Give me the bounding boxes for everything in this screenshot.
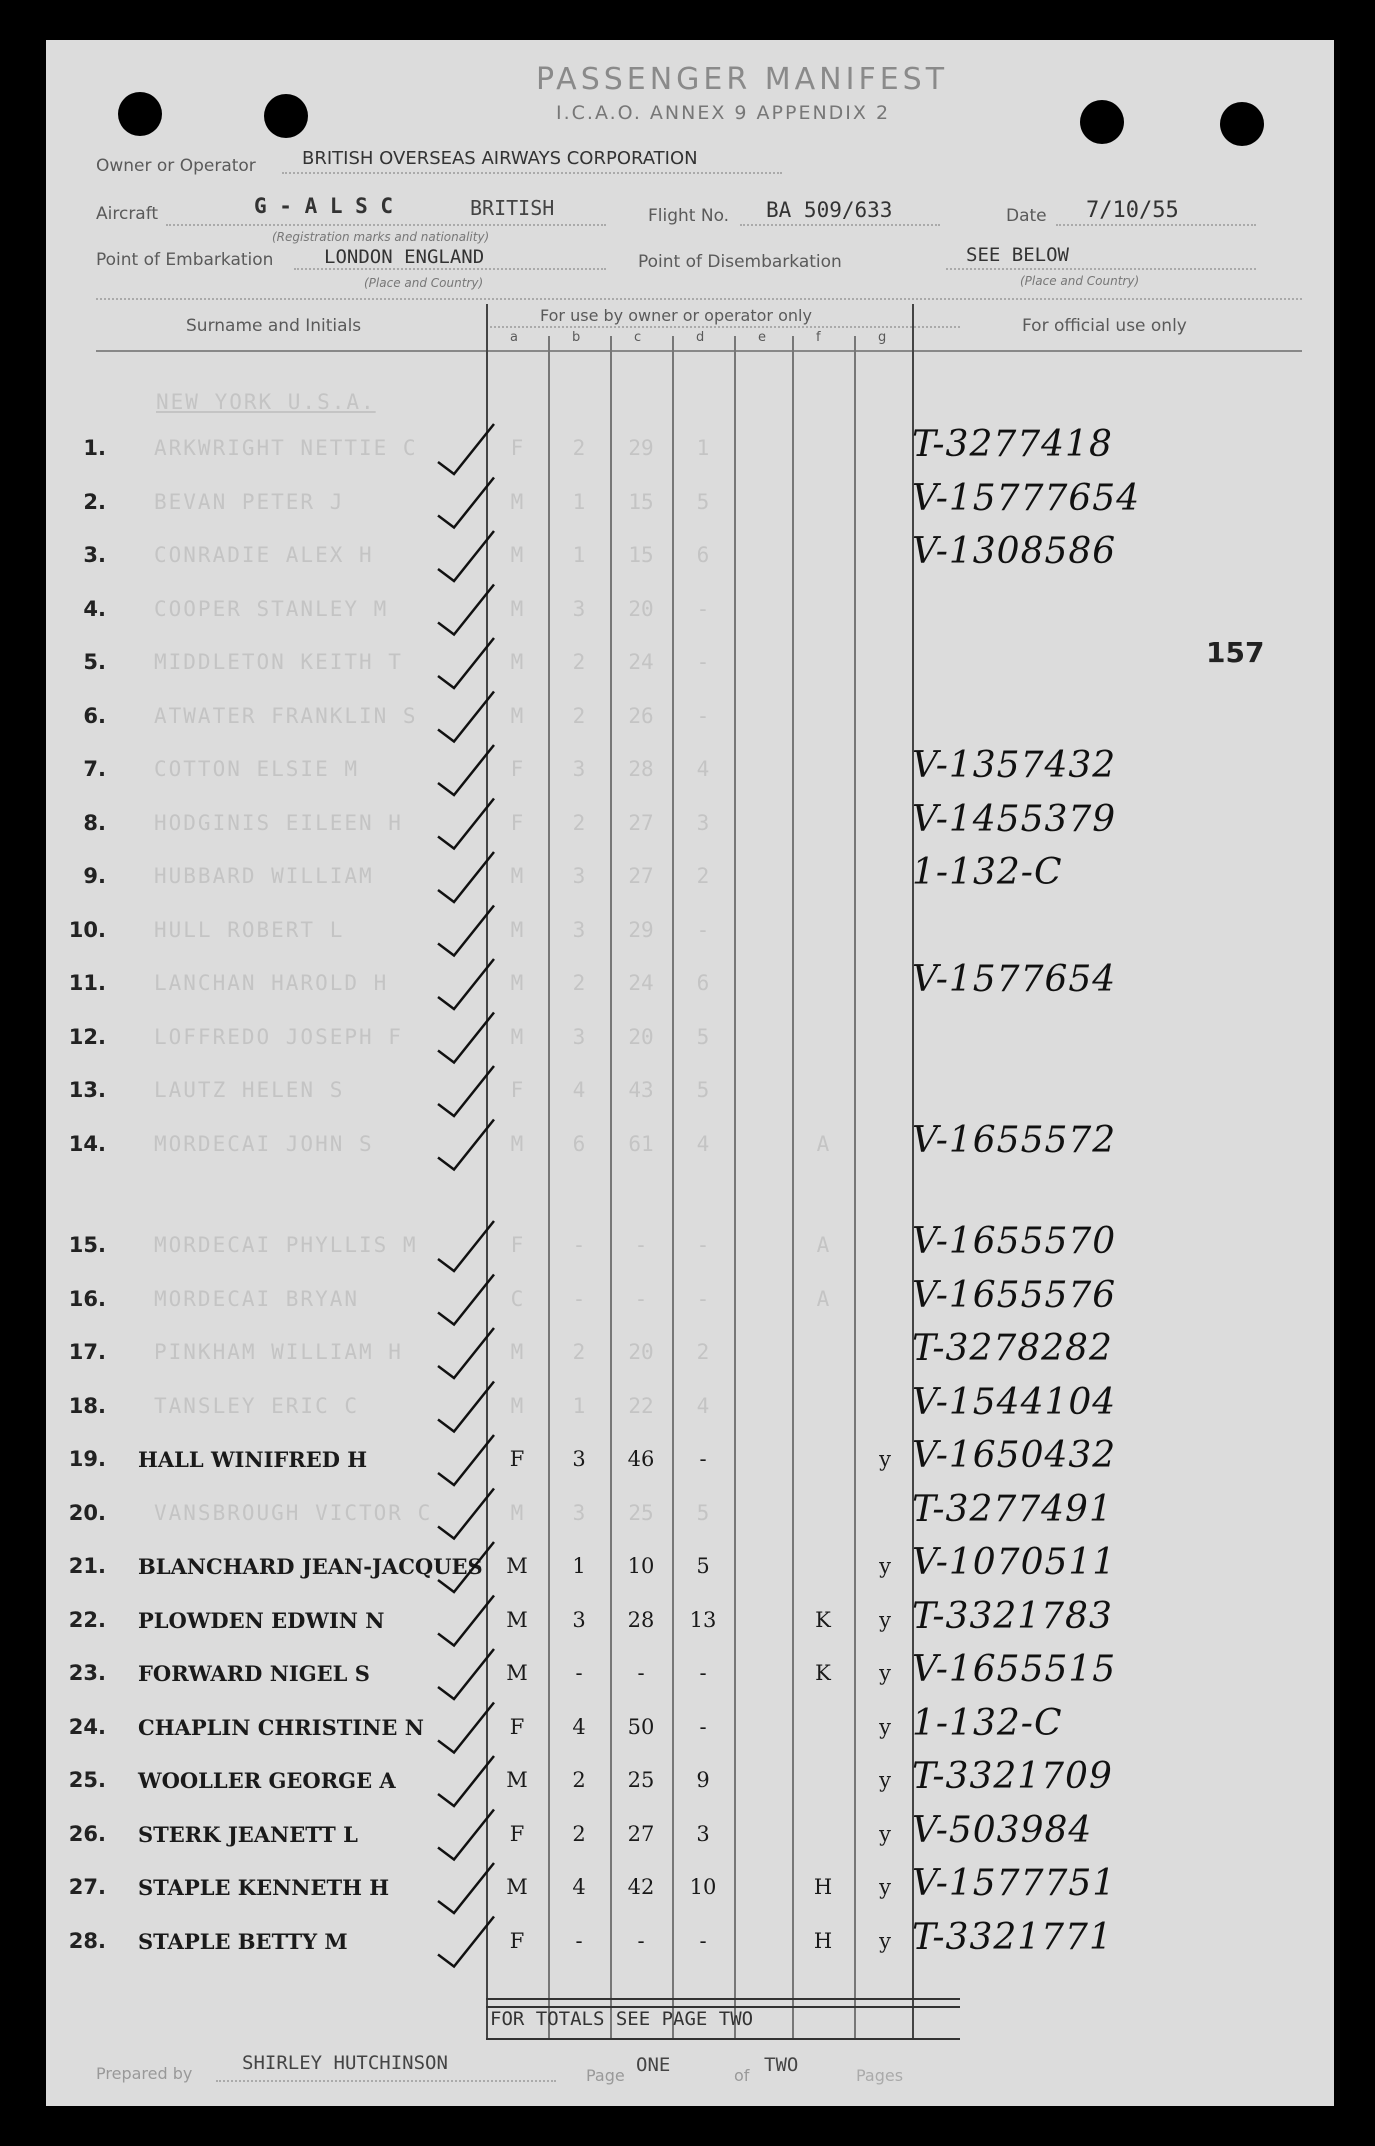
row-number: 23. [68, 1661, 106, 1685]
cell-a: M [510, 1024, 524, 1049]
disembarkation-value: SEE BELOW [966, 244, 1069, 266]
checkmark [438, 1542, 494, 1592]
row-number: 25. [68, 1768, 106, 1792]
official-number: V-1544104 [912, 1381, 1117, 1423]
cell-f: H [813, 1928, 833, 1953]
cell-d: 5 [696, 1554, 710, 1578]
official-number: T-3278282 [912, 1328, 1113, 1369]
date-value: 7/10/55 [1086, 198, 1179, 223]
passenger-name: CHAPLIN CHRISTINE N [138, 1714, 424, 1740]
prepared-by-value: SHIRLEY HUTCHINSON [242, 2052, 448, 2074]
cell-b: 2 [572, 971, 586, 995]
checkmark [438, 1013, 494, 1063]
row-number: 9. [83, 864, 106, 888]
checkmark [438, 638, 494, 688]
checkmark [438, 424, 494, 474]
cell-b: 2 [572, 1340, 586, 1364]
official-number: V-15777654 [912, 477, 1141, 519]
page-number-stamp: 157 [1206, 636, 1265, 669]
cell-b: 2 [572, 1821, 586, 1846]
embarkation-label: Point of Embarkation [96, 250, 274, 270]
checkmark [438, 1863, 494, 1913]
cell-c: 20 [628, 1340, 654, 1364]
cell-b: - [575, 1928, 583, 1953]
cell-g: y [879, 1821, 891, 1846]
official-number: T-3321783 [912, 1595, 1113, 1637]
cell-f: H [813, 1875, 833, 1899]
checkmark [438, 1382, 494, 1432]
cell-d: 5 [696, 489, 710, 514]
of-value: TWO [764, 2054, 799, 2076]
cell-a: M [506, 1875, 528, 1899]
row-number: 20. [68, 1500, 106, 1525]
checkmark [438, 585, 494, 635]
cell-g: y [879, 1928, 891, 1953]
cell-c: 24 [628, 650, 654, 674]
cell-a: F [510, 810, 524, 835]
passenger-name: HALL WINIFRED H [138, 1447, 368, 1472]
cell-a: F [510, 436, 524, 460]
cell-g: y [879, 1768, 891, 1792]
col-header-owner-use: For use by owner or operator only [540, 306, 812, 325]
passenger-name: BLANCHARD JEAN-JACQUES [138, 1554, 483, 1579]
checkmark [438, 906, 494, 956]
destination-header: NEW YORK U.S.A. [156, 390, 376, 414]
passenger-name: PINKHAM WILLIAM H [154, 1340, 403, 1364]
cell-b: 2 [572, 1768, 586, 1792]
row-number: 17. [68, 1340, 106, 1364]
passenger-name: ARKWRIGHT NETTIE C [154, 436, 418, 460]
cell-a: M [510, 1500, 524, 1525]
column-letter-b: b [572, 330, 581, 345]
cell-b: 3 [572, 1607, 586, 1632]
cell-d: 5 [696, 1500, 710, 1525]
embarkation-value: LONDON ENGLAND [324, 246, 485, 268]
row-number: 8. [83, 810, 106, 835]
row-number: 10. [68, 917, 106, 942]
official-number: V-1655515 [912, 1649, 1117, 1690]
cell-c: 46 [627, 1447, 655, 1471]
row-number: 26. [68, 1821, 106, 1846]
row-number: 22. [68, 1607, 106, 1632]
cell-a: M [510, 596, 524, 621]
embarkation-note: (Place and Country) [364, 276, 484, 290]
cell-g: y [879, 1661, 891, 1685]
passenger-name: HODGINIS EILEEN H [154, 810, 403, 835]
cell-b: 1 [572, 489, 586, 514]
official-number: V-503984 [912, 1809, 1093, 1851]
cell-a: M [510, 864, 524, 888]
cell-d: 13 [689, 1607, 717, 1632]
manifest-title: PASSENGER MANIFEST [536, 62, 949, 97]
passenger-name: STERK JEANETT L [138, 1821, 358, 1847]
checkmark [438, 1489, 494, 1539]
row-number: 16. [68, 1286, 106, 1311]
cell-c: 50 [627, 1714, 655, 1739]
passenger-name: PLOWDEN EDWIN N [138, 1607, 385, 1633]
official-number: 1-132-C [912, 852, 1063, 893]
cell-a: F [510, 1233, 524, 1257]
cell-b: - [575, 1661, 583, 1685]
cell-d: - [699, 1661, 707, 1685]
passenger-name: STAPLE BETTY M [138, 1928, 348, 1954]
prepared-by-label: Prepared by [96, 2064, 193, 2083]
row-number: 14. [68, 1131, 106, 1156]
cell-b: 3 [572, 596, 586, 621]
official-number: T-3321771 [912, 1916, 1113, 1958]
date-label: Date [1006, 206, 1047, 226]
cell-d: 4 [696, 1131, 710, 1156]
aircraft-label: Aircraft [96, 204, 159, 224]
cell-a: M [510, 703, 524, 728]
cell-b: 3 [572, 1024, 586, 1049]
cell-a: M [506, 1768, 528, 1792]
cell-d: - [699, 1714, 707, 1739]
cell-f: K [815, 1607, 831, 1632]
passenger-name: LANCHAN HAROLD H [154, 971, 389, 995]
cell-a: M [510, 1131, 524, 1156]
row-number: 19. [68, 1447, 106, 1471]
aircraft-note: (Registration marks and nationality) [272, 230, 490, 244]
cell-d: 1 [696, 436, 710, 460]
cell-b: 1 [572, 1554, 586, 1578]
checkmark [438, 1435, 494, 1485]
cell-c: 61 [628, 1131, 654, 1156]
cell-g: y [879, 1714, 891, 1739]
cell-g: y [879, 1607, 891, 1632]
column-letter-d: d [696, 330, 705, 345]
cell-a: M [506, 1554, 528, 1578]
column-letter-c: c [634, 330, 642, 345]
passenger-name: TANSLEY ERIC C [154, 1393, 360, 1418]
aircraft-nationality: BRITISH [470, 196, 555, 220]
cell-d: 2 [696, 864, 710, 888]
cell-d: 4 [696, 757, 710, 781]
cell-c: 29 [628, 436, 654, 460]
passenger-name: MIDDLETON KEITH T [154, 650, 403, 674]
cell-c: 28 [627, 1607, 655, 1632]
checkmark [438, 1120, 494, 1170]
cell-a: M [510, 1340, 524, 1364]
cell-b: 6 [572, 1131, 586, 1156]
row-number: 3. [83, 543, 106, 567]
row-number: 27. [68, 1875, 106, 1899]
checkmark [438, 799, 494, 849]
flight-value: BA 509/633 [766, 198, 893, 222]
official-number: T-3277491 [912, 1488, 1113, 1530]
cell-a: M [506, 1661, 528, 1685]
cell-d: 6 [696, 543, 710, 567]
cell-a: F [510, 757, 524, 781]
cell-f: A [816, 1233, 830, 1257]
cell-b: 3 [572, 917, 586, 942]
row-number: 6. [83, 703, 106, 728]
cell-c: - [637, 1661, 645, 1685]
disembarkation-label: Point of Disembarkation [638, 252, 842, 272]
cell-f: A [816, 1131, 830, 1156]
cell-f: K [815, 1661, 831, 1685]
row-number: 11. [68, 971, 106, 995]
page-value: ONE [636, 2054, 671, 2076]
column-letter-e: e [758, 330, 766, 345]
owner-value: BRITISH OVERSEAS AIRWAYS CORPORATION [302, 148, 698, 169]
cell-c: 29 [628, 917, 654, 942]
checkmark [438, 1596, 494, 1646]
passenger-name: LAUTZ HELEN S [154, 1078, 345, 1102]
column-letter-g: g [878, 330, 887, 345]
cell-a: M [510, 917, 524, 942]
cell-g: y [879, 1447, 891, 1471]
cell-a: C [510, 1286, 524, 1311]
cell-a: M [510, 971, 524, 995]
row-number: 12. [68, 1024, 106, 1049]
col-header-official: For official use only [1022, 316, 1187, 336]
cell-d: - [696, 703, 710, 728]
cell-b: 1 [572, 543, 586, 567]
passenger-name: MORDECAI PHYLLIS M [154, 1233, 418, 1257]
row-number: 1. [83, 436, 106, 460]
official-number: V-1655572 [912, 1119, 1117, 1161]
cell-c: 42 [627, 1875, 655, 1899]
cell-c: 25 [627, 1768, 655, 1792]
cell-c: 43 [628, 1078, 654, 1102]
of-label: of [734, 2066, 750, 2085]
passenger-name: ATWATER FRANKLIN S [154, 703, 418, 728]
row-number: 5. [83, 650, 106, 674]
cell-b: 2 [572, 436, 586, 460]
cell-c: 25 [628, 1500, 654, 1525]
row-number: 28. [68, 1928, 106, 1953]
cell-b: - [572, 1233, 586, 1257]
manifest-sheet [46, 40, 1334, 2106]
passenger-name: COOPER STANLEY M [154, 596, 389, 621]
cell-b: 4 [572, 1078, 586, 1102]
cell-d: - [696, 1233, 710, 1257]
totals-note: FOR TOTALS SEE PAGE TWO [490, 2008, 754, 2030]
official-number: V-1577654 [912, 959, 1117, 1000]
cell-b: - [572, 1286, 586, 1311]
passenger-name: HUBBARD WILLIAM [154, 864, 374, 888]
cell-b: 3 [572, 1447, 586, 1471]
checkmark [438, 692, 494, 742]
official-number: V-1455379 [912, 798, 1117, 840]
official-number: V-1308586 [912, 531, 1117, 572]
cell-g: y [879, 1554, 891, 1578]
passenger-name: VANSBROUGH VICTOR C [154, 1500, 433, 1525]
checkmark [438, 1221, 494, 1271]
cell-c: 27 [627, 1821, 655, 1846]
pages-label: Pages [856, 2066, 904, 2085]
cell-b: 4 [572, 1714, 586, 1739]
cell-c: 22 [628, 1393, 654, 1418]
checkmark [438, 478, 494, 528]
cell-c: 20 [628, 596, 654, 621]
cell-b: 2 [572, 810, 586, 835]
row-number: 2. [83, 489, 106, 514]
cell-d: - [696, 596, 710, 621]
cell-d: - [696, 917, 710, 942]
row-number: 15. [68, 1233, 106, 1257]
official-number: V-1650432 [912, 1435, 1117, 1476]
cell-d: 6 [696, 971, 710, 995]
checkmark [438, 1756, 494, 1806]
cell-d: 10 [689, 1875, 717, 1899]
cell-a: F [509, 1821, 525, 1846]
column-letter-a: a [510, 330, 518, 345]
cell-b: 1 [572, 1393, 586, 1418]
cell-a: M [510, 1393, 524, 1418]
checkmark [438, 1066, 494, 1116]
official-number: V-1655576 [912, 1274, 1117, 1316]
cell-c: 27 [628, 864, 654, 888]
cell-d: - [699, 1928, 707, 1953]
checkmark [438, 1810, 494, 1860]
cell-a: M [510, 543, 524, 567]
checkmark [438, 1703, 494, 1753]
cell-c: 15 [628, 543, 654, 567]
cell-c: 10 [627, 1554, 655, 1578]
cell-c: 20 [628, 1024, 654, 1049]
disembarkation-note: (Place and Country) [1020, 274, 1140, 288]
col-header-surname: Surname and Initials [186, 316, 362, 336]
checkmark [438, 1649, 494, 1699]
cell-b: 3 [572, 864, 586, 888]
cell-d: 9 [696, 1768, 710, 1792]
row-number: 21. [68, 1554, 106, 1578]
cell-a: F [509, 1714, 525, 1739]
passenger-name: HULL ROBERT L [154, 917, 345, 942]
official-number: T-3321709 [912, 1756, 1113, 1797]
cell-c: 27 [628, 810, 654, 835]
checkmark [438, 1917, 494, 1967]
cell-b: 2 [572, 650, 586, 674]
cell-b: 4 [572, 1875, 586, 1899]
row-number: 7. [83, 757, 106, 781]
cell-d: - [696, 650, 710, 674]
cell-d: - [696, 1286, 710, 1311]
passenger-name: BEVAN PETER J [154, 489, 345, 514]
checkmark [438, 745, 494, 795]
cell-d: - [699, 1447, 707, 1471]
cell-d: 5 [696, 1078, 710, 1102]
passenger-name: WOOLLER GEORGE A [138, 1768, 396, 1793]
cell-d: 4 [696, 1393, 710, 1418]
cell-a: M [510, 650, 524, 674]
column-letter-f: f [816, 330, 821, 345]
cell-b: 2 [572, 703, 586, 728]
cell-d: 5 [696, 1024, 710, 1049]
page-label: Page [586, 2066, 625, 2085]
cell-c: 24 [628, 971, 654, 995]
passenger-name: MORDECAI BRYAN [154, 1286, 360, 1311]
cell-a: F [509, 1928, 525, 1953]
cell-d: 3 [696, 1821, 710, 1846]
cell-c: - [634, 1286, 648, 1311]
official-number: 1-132-C [912, 1702, 1063, 1744]
passenger-name: CONRADIE ALEX H [154, 543, 374, 567]
cell-b: 3 [572, 757, 586, 781]
cell-a: F [510, 1078, 524, 1102]
cell-c: 15 [628, 489, 654, 514]
flight-label: Flight No. [648, 206, 730, 226]
aircraft-registration: G - A L S C [254, 194, 394, 218]
owner-label: Owner or Operator [96, 156, 256, 176]
cell-a: M [506, 1607, 528, 1632]
official-number: T-3277418 [912, 424, 1113, 465]
official-number: V-1577751 [912, 1863, 1117, 1904]
cell-b: 3 [572, 1500, 586, 1525]
checkmark [438, 1275, 494, 1325]
cell-c: - [634, 1233, 648, 1257]
checkmark [438, 531, 494, 581]
row-number: 18. [68, 1393, 106, 1418]
checkmark [438, 852, 494, 902]
passenger-name: STAPLE KENNETH H [138, 1875, 390, 1900]
official-number: V-1070511 [912, 1542, 1117, 1583]
checkmark-layer [46, 40, 1334, 2106]
row-number: 13. [68, 1078, 106, 1102]
cell-c: 26 [628, 703, 654, 728]
official-number: V-1655570 [912, 1221, 1117, 1262]
official-number: V-1357432 [912, 745, 1117, 786]
cell-d: 3 [696, 810, 710, 835]
cell-d: 2 [696, 1340, 710, 1364]
cell-g: y [879, 1875, 891, 1899]
cell-c: - [637, 1928, 645, 1953]
manifest-subtitle: I.C.A.O. ANNEX 9 APPENDIX 2 [556, 102, 891, 124]
cell-c: 28 [628, 757, 654, 781]
row-number: 24. [68, 1714, 106, 1739]
cell-f: A [816, 1286, 830, 1311]
checkmark [438, 1328, 494, 1378]
cell-a: F [509, 1447, 525, 1471]
passenger-name: LOFFREDO JOSEPH F [154, 1024, 403, 1049]
checkmark [438, 959, 494, 1009]
passenger-name: MORDECAI JOHN S [154, 1131, 374, 1156]
passenger-name: FORWARD NIGEL S [138, 1661, 370, 1686]
passenger-name: COTTON ELSIE M [154, 757, 360, 781]
cell-a: M [510, 489, 524, 514]
row-number: 4. [83, 596, 106, 621]
